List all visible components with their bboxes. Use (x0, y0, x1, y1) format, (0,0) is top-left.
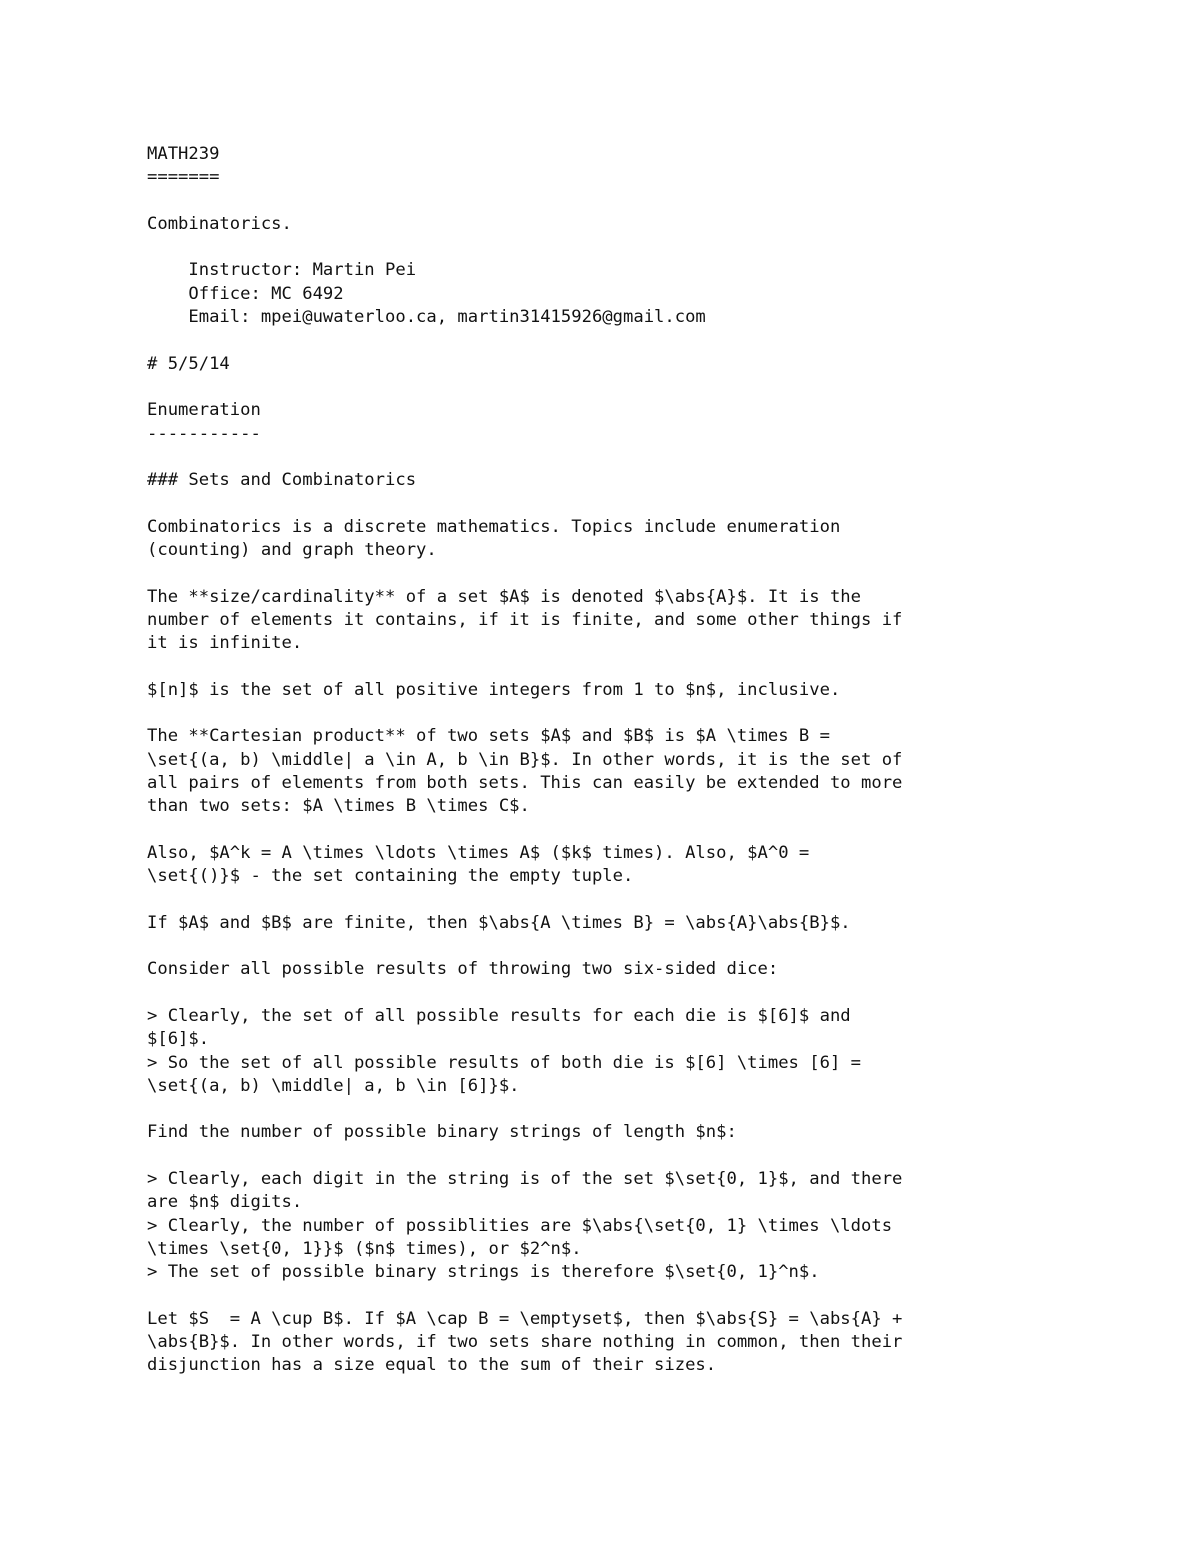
blank-line (147, 1285, 1067, 1308)
blank-line (147, 889, 1067, 912)
text-line: number of elements it contains, if it is finite, and some other things if (147, 609, 903, 630)
text-line: Also, $A^k = A \times \ldots \times A$ ($k$ times). Also, $A^0 = (147, 842, 810, 863)
text-line: it is infinite. (147, 633, 303, 654)
text-line: Find the number of possible binary strings of length $n$: (147, 1122, 737, 1143)
text-line: $[n]$ is the set of all positive integers from 1 to $n$, inclusive. (147, 679, 841, 700)
text-line: Email: mpei@uwaterloo.ca, martin31415926@gmail.com (147, 307, 706, 328)
text-line: Let $S = A \cup B$. If $A \cap B = \emptyset$, then $\abs{S} = \abs{A} + (147, 1308, 903, 1329)
text-line: are $n$ digits. (147, 1192, 303, 1213)
text-line: all pairs of elements from both sets. This can easily be extended to more (147, 773, 903, 794)
text-line: The **size/cardinality** of a set $A$ is denoted $\abs{A}$. It is the (147, 586, 861, 607)
text-line: \set{(a, b) \middle| a, b \in [6]}$. (147, 1075, 520, 1096)
blank-line (147, 982, 1067, 1005)
text-line: ### Sets and Combinatorics (147, 470, 417, 491)
text-line: MATH239 (147, 144, 220, 164)
text-line: Enumeration (147, 400, 261, 421)
blank-line (147, 1145, 1067, 1168)
text-line: than two sets: $A \times B \times C$. (147, 796, 530, 817)
text-line: $[6]$. (147, 1029, 210, 1050)
text-line: If $A$ and $B$ are finite, then $\abs{A \times B} = \abs{A}\abs{B}$. (147, 912, 851, 933)
blank-line (147, 562, 1067, 585)
blank-line (147, 236, 1067, 259)
text-line: ----------- (147, 423, 261, 444)
text-line: > Clearly, the set of all possible results for each die is $[6]$ and (147, 1005, 851, 1026)
text-line: Combinatorics. (147, 213, 292, 234)
blank-line (147, 935, 1067, 958)
blank-line (147, 446, 1067, 469)
text-line: ======= (147, 167, 220, 188)
blank-line (147, 656, 1067, 679)
text-line: > Clearly, each digit in the string is of the set $\set{0, 1}$, and there (147, 1169, 903, 1190)
text-line: \times \set{0, 1}}$ ($n$ times), or $2^n$. (147, 1238, 582, 1259)
blank-line (147, 376, 1067, 399)
text-line: Instructor: Martin Pei (147, 260, 417, 281)
text-line: > So the set of all possible results of both die is $[6] \times [6] = (147, 1052, 861, 1073)
text-line: (counting) and graph theory. (147, 540, 437, 561)
blank-line (147, 492, 1067, 515)
text-line: Combinatorics is a discrete mathematics. Topics include enumeration (147, 516, 841, 537)
text-line: \set{(a, b) \middle| a \in A, b \in B}$. In other words, it is the set of (147, 749, 903, 770)
text-line: Office: MC 6492 (147, 283, 344, 304)
text-line: > The set of possible binary strings is therefore $\set{0, 1}^n$. (147, 1262, 820, 1283)
text-line: > Clearly, the number of possiblities are $\abs{\set{0, 1} \times \ldots (147, 1215, 893, 1236)
text-line: disjunction has a size equal to the sum of their sizes. (147, 1355, 717, 1376)
blank-line (147, 1098, 1067, 1121)
text-line: The **Cartesian product** of two sets $A$ and $B$ is $A \times B = (147, 726, 830, 747)
text-line: Consider all possible results of throwing two six-sided dice: (147, 959, 779, 980)
text-line: \abs{B}$. In other words, if two sets share nothing in common, then their (147, 1332, 903, 1353)
blank-line (147, 819, 1067, 842)
document-page (147, 143, 1067, 1378)
blank-line (147, 329, 1067, 352)
text-line: # 5/5/14 (147, 353, 230, 374)
blank-line (147, 702, 1067, 725)
text-line: \set{()}$ - the set containing the empty tuple. (147, 866, 634, 887)
blank-line (147, 190, 1067, 213)
